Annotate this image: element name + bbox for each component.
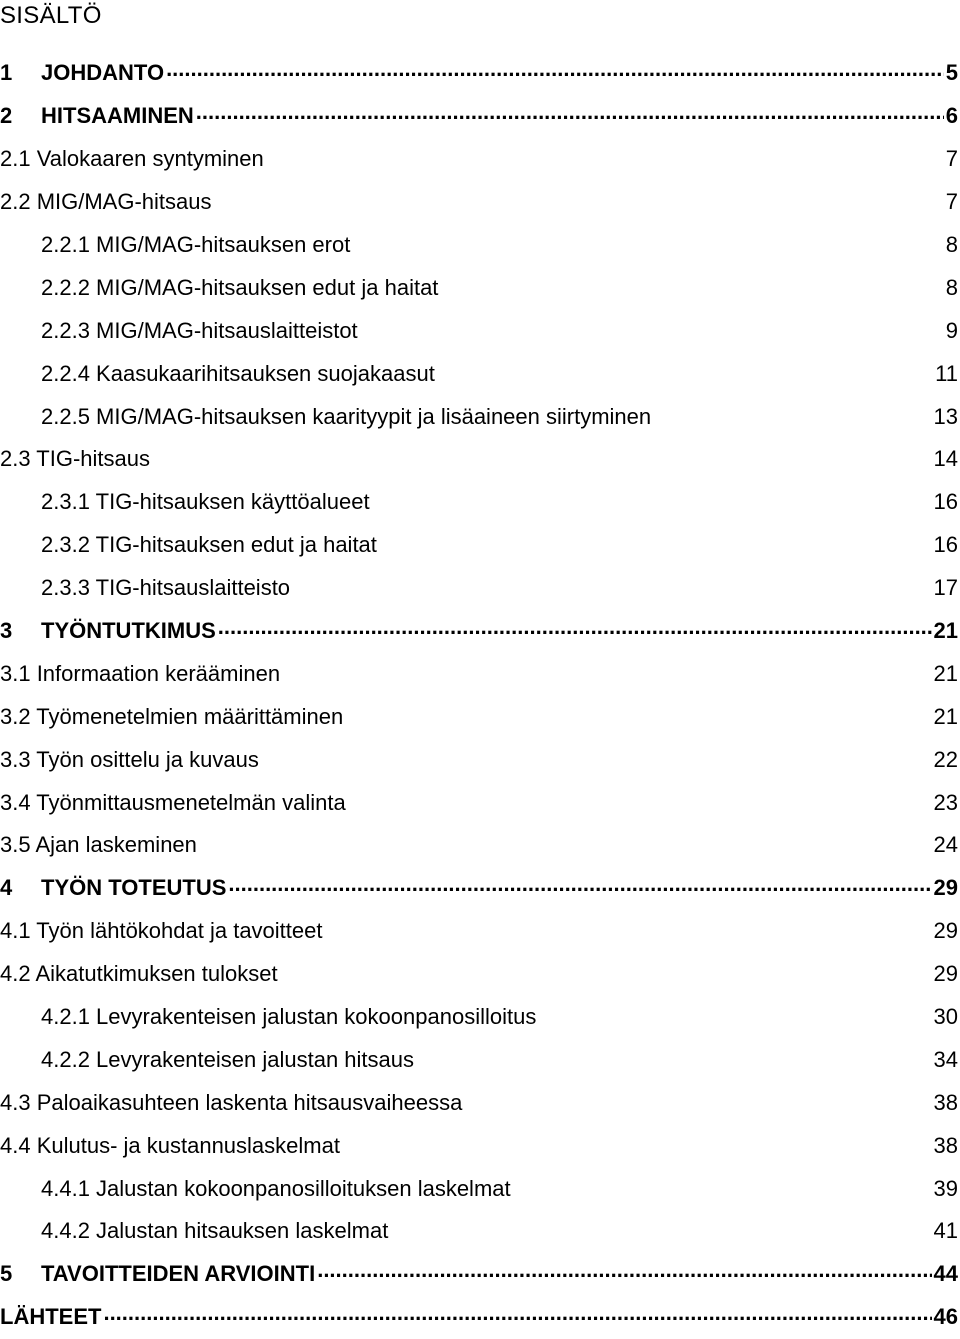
toc-entry-page: 5: [945, 60, 958, 86]
toc-entry[interactable]: [0, 1210, 960, 1253]
toc-entry-page: 21: [933, 660, 958, 686]
toc-entry-page: 7: [945, 189, 958, 215]
toc-entry[interactable]: [0, 953, 960, 996]
toc-entry-page: 8: [945, 232, 958, 257]
toc-entry[interactable]: [0, 481, 960, 524]
toc-entry[interactable]: [0, 1081, 960, 1124]
toc-entry-page: 6: [945, 103, 958, 129]
toc-entry-page: 38: [933, 1089, 958, 1115]
toc-entry-page: 11: [935, 360, 958, 386]
toc-entry-page: 23: [933, 789, 958, 815]
toc-entry-page: 39: [933, 1175, 958, 1201]
toc-entry-page: 9: [945, 317, 958, 343]
toc-entry[interactable]: [0, 95, 960, 138]
toc-entry-page: 7: [945, 146, 958, 172]
toc-entry-number: 5: [0, 1261, 13, 1287]
toc-entry-title: 4.2.2 Levyrakenteisen jalustan hitsaus: [41, 1046, 415, 1072]
dot-leader: [103, 1306, 931, 1328]
toc-entry-page: 44: [933, 1261, 958, 1287]
toc-entry-page: 13: [933, 403, 958, 429]
table-of-contents: [0, 52, 960, 1339]
dot-leader: [218, 620, 932, 642]
toc-entry-page: 14: [933, 446, 958, 472]
toc-entry[interactable]: [0, 224, 960, 267]
toc-entry-title: 3.3 Työn osittelu ja kuvaus: [0, 746, 259, 772]
toc-entry[interactable]: [0, 266, 960, 309]
toc-entry-title: 3.5 Ajan laskeminen: [0, 832, 197, 858]
dot-leader: [196, 105, 944, 127]
toc-entry-page: 29: [933, 918, 958, 944]
toc-entry[interactable]: [0, 652, 960, 695]
toc-entry-page: 16: [933, 489, 958, 515]
toc-entry[interactable]: [0, 567, 960, 610]
toc-entry-page: 29: [933, 961, 958, 987]
toc-entry[interactable]: [0, 309, 960, 352]
toc-entry-title: HITSAAMINEN: [41, 103, 194, 129]
toc-entry-page: 34: [933, 1046, 958, 1072]
toc-entry[interactable]: [0, 52, 960, 95]
toc-entry[interactable]: [0, 1167, 960, 1210]
toc-entry-title: 2.2.5 MIG/MAG-hitsauksen kaarityypit ja lisäaineen siirtyminen: [41, 403, 652, 429]
toc-entry-page: 38: [933, 1132, 958, 1158]
toc-entry-title: 2.3.1 TIG-hitsauksen käyttöalueet: [41, 489, 370, 515]
toc-entry-title: 2.2.1 MIG/MAG-hitsauksen erot: [41, 232, 351, 257]
toc-entry-title: TAVOITTEIDEN ARVIOINTI: [41, 1261, 316, 1287]
toc-entry-page: 21: [933, 618, 958, 644]
toc-entry-title: 3.1 Informaation kerääminen: [0, 660, 281, 686]
toc-entry-title: TYÖN TOTEUTUS: [41, 875, 227, 901]
dot-leader: [228, 877, 931, 899]
toc-entry-title: 3.2 Työmenetelmien määrittäminen: [0, 703, 344, 729]
toc-entry-title: 2.3.2 TIG-hitsauksen edut ja haitat: [41, 532, 377, 558]
toc-entry[interactable]: [0, 1253, 960, 1296]
toc-entry-number: 4: [0, 875, 13, 901]
toc-entry-page: 21: [933, 703, 958, 729]
toc-entry-title: TYÖNTUTKIMUS: [41, 618, 216, 644]
toc-entry-page: 41: [933, 1218, 958, 1244]
toc-entry[interactable]: [0, 352, 960, 395]
toc-entry-title: 2.2.2 MIG/MAG-hitsauksen edut ja haitat: [41, 274, 439, 300]
toc-entry-page: 24: [933, 832, 958, 858]
toc-entry-title: 2.3 TIG-hitsaus: [0, 446, 150, 472]
toc-entry[interactable]: [0, 181, 960, 224]
toc-entry-title: 3.4 Työnmittausmenetelmän valinta: [0, 789, 346, 815]
toc-entry[interactable]: [0, 1296, 960, 1339]
toc-entry[interactable]: [0, 824, 960, 867]
toc-entry-title: 4.4.2 Jalustan hitsauksen laskelmat: [41, 1218, 389, 1244]
toc-entry-title: LÄHTEET: [0, 1304, 102, 1330]
toc-entry[interactable]: [0, 138, 960, 181]
toc-entry-title: 4.4.1 Jalustan kokoonpanosilloituksen laskelmat: [41, 1175, 511, 1201]
dot-leader: [166, 62, 944, 84]
toc-entry-title: 2.1 Valokaaren syntyminen: [0, 146, 264, 172]
toc-entry[interactable]: [0, 867, 960, 910]
toc-entry[interactable]: [0, 910, 960, 953]
toc-entry-title: 4.3 Paloaikasuhteen laskenta hitsausvaiheessa: [0, 1089, 463, 1115]
toc-entry-page: 16: [933, 532, 958, 558]
toc-entry[interactable]: [0, 1124, 960, 1167]
toc-entry-page: 30: [933, 1004, 958, 1030]
toc-entry-page: 8: [945, 274, 958, 300]
toc-entry[interactable]: [0, 395, 960, 438]
toc-entry-page: 29: [933, 875, 958, 901]
toc-entry[interactable]: [0, 781, 960, 824]
toc-entry-number: 2: [0, 103, 13, 129]
toc-entry-title: JOHDANTO: [41, 60, 165, 86]
toc-entry-page: 46: [933, 1304, 958, 1330]
toc-entry-title: 4.2.1 Levyrakenteisen jalustan kokoonpanosilloitus: [41, 1004, 537, 1030]
toc-entry-title: 4.2 Aikatutkimuksen tulokset: [0, 961, 278, 987]
toc-entry[interactable]: [0, 996, 960, 1039]
toc-entry[interactable]: [0, 438, 960, 481]
toc-entry[interactable]: [0, 610, 960, 653]
toc-entry-title: 2.2.3 MIG/MAG-hitsauslaitteistot: [41, 317, 358, 343]
page-title: SISÄLTÖ: [0, 2, 102, 29]
toc-entry-number: 1: [0, 60, 13, 86]
toc-entry-title: 4.4 Kulutus- ja kustannuslaskelmat: [0, 1132, 340, 1158]
toc-entry[interactable]: [0, 738, 960, 781]
toc-entry-page: 17: [933, 575, 958, 601]
toc-entry-title: 4.1 Työn lähtökohdat ja tavoitteet: [0, 918, 323, 944]
toc-entry-page: 22: [933, 746, 958, 772]
toc-entry-title: 2.2.4 Kaasukaarihitsauksen suojakaasut: [41, 360, 435, 386]
toc-entry[interactable]: [0, 1038, 960, 1081]
toc-entry[interactable]: [0, 695, 960, 738]
dot-leader: [317, 1263, 931, 1285]
toc-entry-title: 2.2 MIG/MAG-hitsaus: [0, 189, 212, 215]
toc-entry-title: 2.3.3 TIG-hitsauslaitteisto: [41, 575, 291, 601]
toc-entry[interactable]: [0, 524, 960, 567]
toc-entry-number: 3: [0, 618, 13, 644]
